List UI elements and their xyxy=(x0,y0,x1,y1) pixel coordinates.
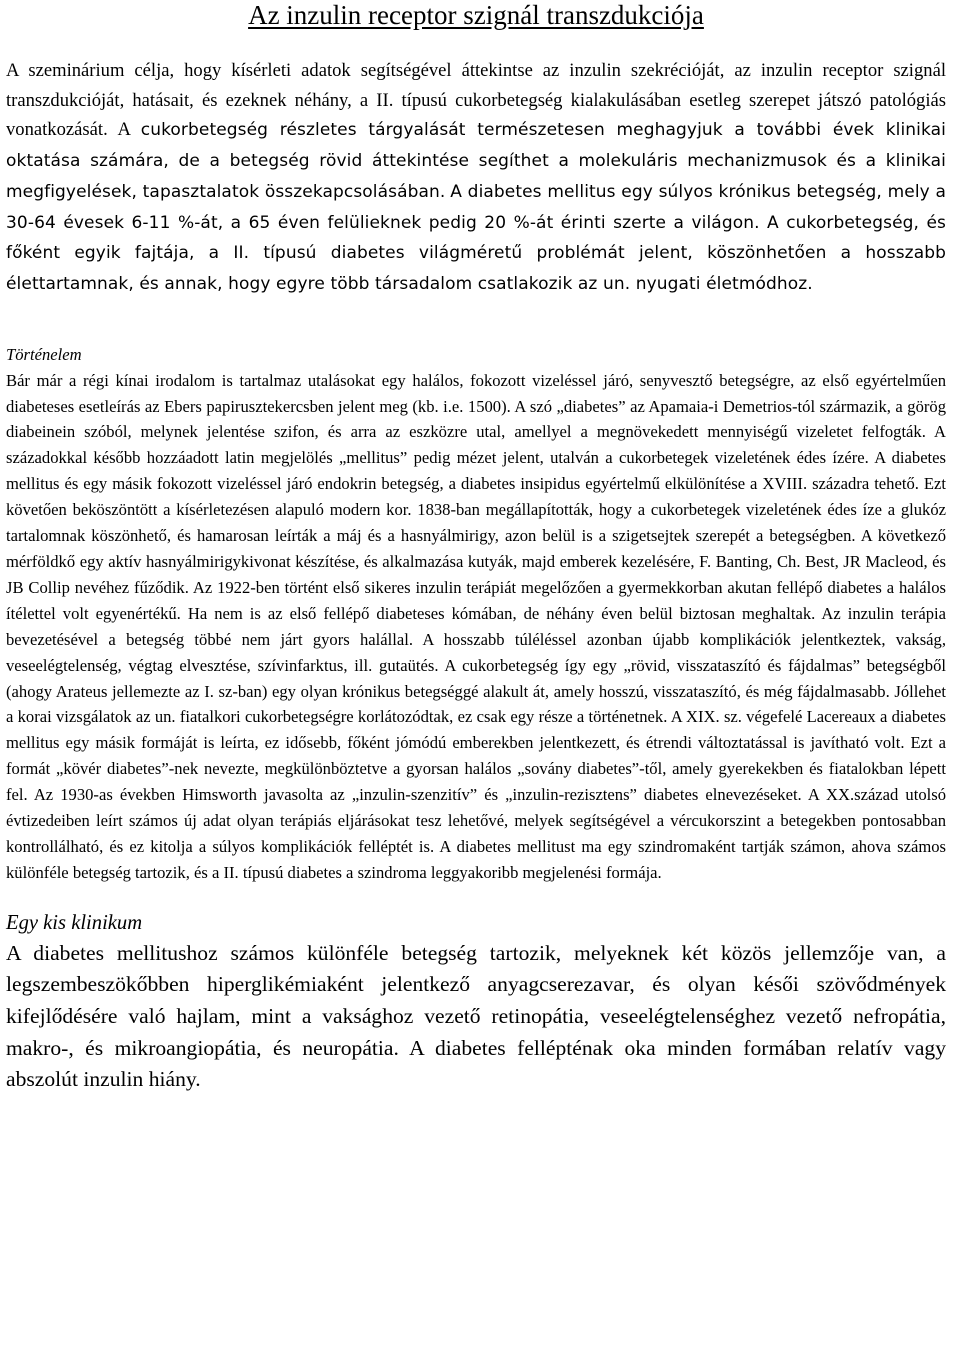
document-title: Az inzulin receptor szignál transzdukciója xyxy=(248,0,704,30)
history-paragraph: Bár már a régi kínai irodalom is tartalmaz utalásokat egy halálos, fokozott vizeléssel járó, senyvesztő betegségre, az első egyértelműen diabeteses esetleírás az Ebers papirusztekercsben jelent meg (kb. i.e. 1500). A szó „diabetes” az Apamaia-i Demetrios-tól származik, a görög diabeinein szóból, melynek jelentése szifon, és arra az eszközre utal, amellyel a megnövekedett mennyiségű vizeletet felfogták. A századokkal később hozzáadott latin megjelölés „mellitus” pedig mézet jelent, utalván a cukorbetegek vizeletének édes ízére. A diabetes mellitus és egy másik fokozott vizeléssel járó endokrin betegség, a diabetes insipidus egyértelmű elkülönítése a XVIII. századra tehető. Ezt követően beköszöntött a kísérletezésen alapuló modern kor. 1838-ban megállapították, hogy a cukorbetegek vizeletének édes íze a glukóz tartalomnak köszönhető, és hamarosan leírták a máj és a hasnyálmirigy, azon belül is a szigetsejtek szerepét a betegségben. A következő mérföldkő egy aktív hasnyálmirigykivonat készítése, és alkalmazása kutyák, majd emberek kezelésére, F. Banting, Ch. Best, JR Macleod, és JB Collip nevéhez fűződik. Az 1922-ben történt első sikeres inzulin terápiát megelőzően a gyermekkorban akutan fellépő diabetes a halálos ítélettel volt egyenértékű. Ha nem is az első fellépő diabeteses kómában, de néhány éven belül biztosan meghaltak. Az inzulin terápia bevezetésével a betegség többé nem járt gyors halállal. A hosszabb túléléssel azonban újabb komplikációk jelentkeztek, vakság, veseelégtelenség, végtag elvesztése, szívinfarktus, ill. gutaütés. A cukorbetegség így egy „rövid, visszataszító és fájdalmas” betegségből (ahogy Arateus jellemezte az I. sz-ban) egy olyan krónikus betegséggé alakult át, amely hosszú, visszataszító, és még fájdalmasabb. Jóllehet a korai vizsgálatok az un. fiatalkori cukorbetegségre korlátozódtak, ez csak egy része a történetnek. A XIX. sz. végefelé Lacereaux a diabetes mellitus egy másik formáját is leírta, ez idősebb, főként jómódú emberekben jelentkezett, és étrendi változtatással is javítható volt. Ezt a formát „kövér diabetes”-nek nevezte, megkülönböztetve a gyorsan halálos „sovány diabetes”-től, amely gyerekekben és fiatalokban lépett fel. Az 1930-as években Himsworth javasolta az „inzulin-szenzitív” és „inzulin-rezisztens” diabetes elnevezéseket. A XX.század utolsó évtizedeiben leírt számos új adat olyan terápiás eljárásokat tesz lehetővé, melyek segítségével a vércukorszint a betegekben pontosabban kontrollálható, és ez kitolja a súlyos komplikációk felléptét is. A diabetes mellitust ma egy szindromaként tartják számon, ahova számos különféle betegség tartozik, és a II. típusú diabetes a szindroma leggyakoribb megjelenési formája. xyxy=(6,370,946,882)
clinic-paragraph: A diabetes mellitushoz számos különféle betegség tartozik, melyeknek két közös jellemzője van, a legszembeszökőbben hiperglikémiaként jelentkező anyagcserezavar, és olyan késői szövődmények kifejlődésére való hajlam, mint a vaksághoz vezető retinopátia, veseelégtelenséghez vezető nefropátia, makro-, és mikroangiopátia, és neuropátia. A diabetes fellépténak oka minden formában relatív vagy abszolút inzulin hiány. xyxy=(6,940,946,1092)
intro-text-part2: cukorbetegség részletes tárgyalását természetesen meghagyjuk a további évek klinikai oktatása számára, de a betegség rövid áttekintése segíthet a molekuláris mechanizmusok és a klinikai megfigyelések, tapasztalatok összekapcsolásában. xyxy=(6,120,946,202)
clinic-heading: Egy kis klinikum xyxy=(6,911,143,934)
intro-text-part3: A diabetes mellitus egy súlyos krónikus betegség, mely a 30-64 évesek 6-11 %-át, a 65 éven felülieknek pedig 20 %-át érinti szerte a világon. A cukorbetegség, és főként egyik fajtája, a II. típusú diabetes világméretű problémát jelent, köszönhetően a hosszabb élettartamnak, és annak, hogy egyre több társadalom csatlakozik az un. nyugati életmódhoz. xyxy=(6,181,947,294)
intro-paragraph xyxy=(6,56,946,300)
history-heading: Történelem xyxy=(6,344,82,364)
intro-text-part1: A szeminárium célja, hogy kísérleti adatok segítségével áttekintse az inzulin szekrécióját, az inzulin receptor szignál transzdukcióját, hatásait, és ezeknek néhány, a II. típusú cukorbetegség kialakulásában esetleg szerepet játszó patológiás vonatkozását. A xyxy=(6,60,946,141)
